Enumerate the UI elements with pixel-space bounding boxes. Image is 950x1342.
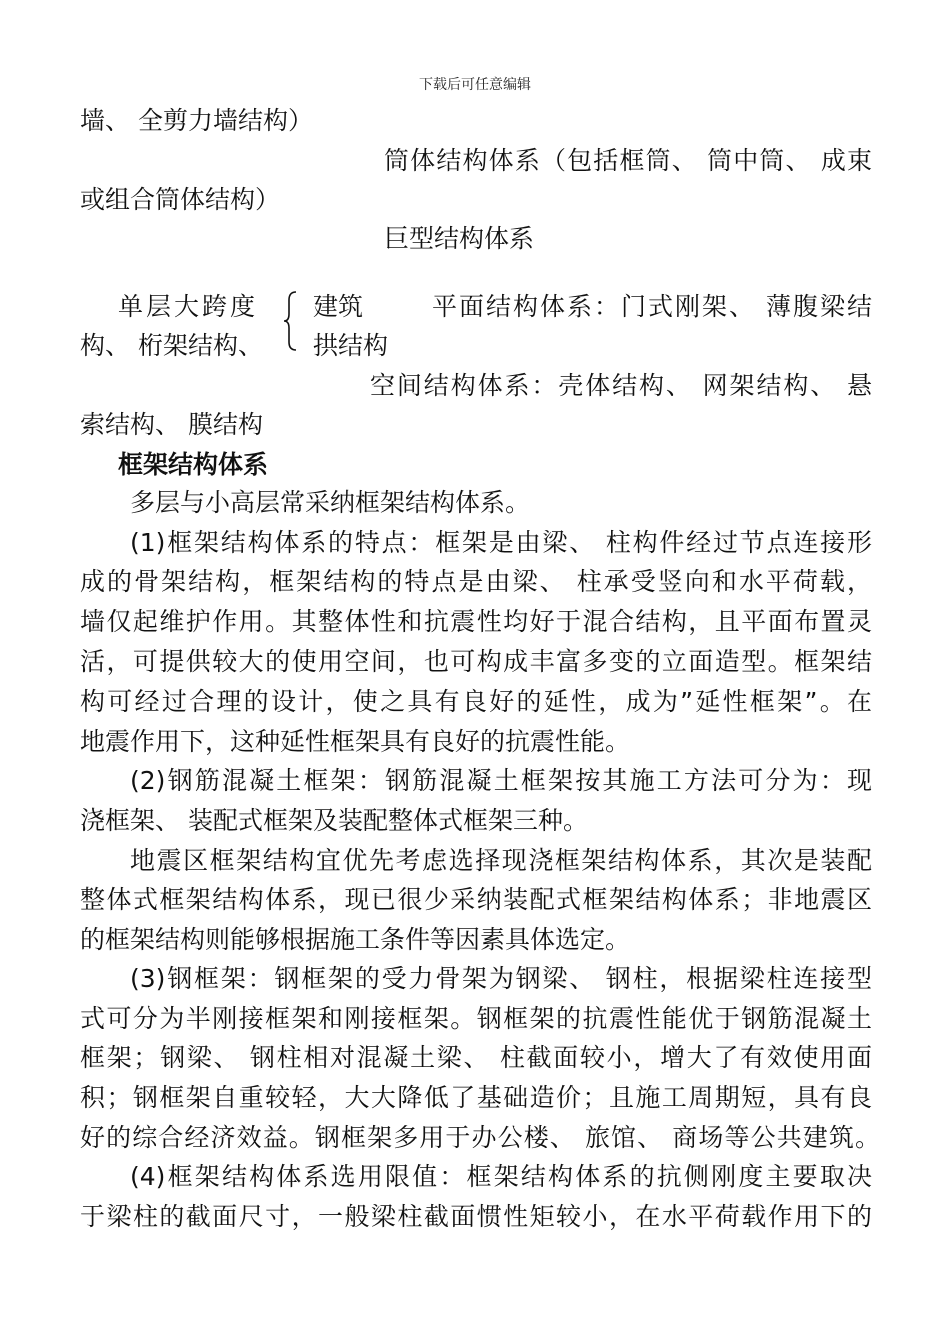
text-line: 活，可提供较大的使用空间，也可构成丰富多变的立面造型。框架结 bbox=[80, 647, 872, 676]
text-line: 筒体结构体系（包括框筒、 筒中筒、 成束 bbox=[384, 146, 872, 175]
text-line: 构、 桁架结构、 bbox=[80, 331, 263, 360]
text-line: (3)钢框架：钢框架的受力骨架为钢梁、 钢柱，根据梁柱连接型 bbox=[130, 964, 872, 993]
text-line: 成的骨架结构，框架结构的特点是由梁、 柱承受竖向和水平荷载， bbox=[80, 567, 872, 596]
text-line: 建筑 bbox=[313, 292, 364, 321]
text-line: 积；钢框架自重较轻，大大降低了基础造价；且施工周期短，具有良 bbox=[80, 1083, 872, 1112]
text-line: (2)钢筋混凝土框架：钢筋混凝土框架按其施工方法可分为：现 bbox=[130, 766, 872, 795]
section-heading: 框架结构体系 bbox=[118, 450, 269, 479]
text-line: 于梁柱的截面尺寸，一般梁柱截面惯性矩较小，在水平荷载作用下的 bbox=[80, 1202, 872, 1231]
text-line: 或组合筒体结构） bbox=[80, 185, 281, 214]
text-line: 好的综合经济效益。钢框架多用于办公楼、 旅馆、 商场等公共建筑。 bbox=[80, 1123, 880, 1152]
page-header: 下载后可任意编辑 bbox=[419, 77, 531, 93]
text-line: 索结构、 膜结构 bbox=[80, 410, 263, 439]
text-line: (1)框架结构体系的特点：框架是由梁、 柱构件经过节点连接形 bbox=[130, 528, 872, 557]
text-line: 墙仅起维护作用。其整体性和抗震性均好于混合结构，且平面布置灵 bbox=[80, 607, 872, 636]
text-line: (4)框架结构体系选用限值：框架结构体系的抗侧刚度主要取决 bbox=[130, 1162, 872, 1191]
text-line: 式可分为半刚接框架和刚接框架。钢框架的抗震性能优于钢筋混凝土 bbox=[80, 1004, 872, 1033]
text-line: 平面结构体系：门式刚架、 薄腹梁结 bbox=[432, 292, 872, 321]
text-line: 墙、 全剪力墙结构） bbox=[80, 106, 313, 135]
brace-symbol bbox=[282, 290, 300, 352]
text-line: 构可经过合理的设计，使之具有良好的延性，成为”延性框架”。在 bbox=[80, 687, 872, 716]
text-line: 空间结构体系：壳体结构、 网架结构、 悬 bbox=[370, 371, 872, 400]
text-line: 地震区框架结构宜优先考虑选择现浇框架结构体系，其次是装配 bbox=[130, 846, 872, 875]
text-line: 巨型结构体系 bbox=[384, 224, 535, 253]
text-line: 地震作用下，这种延性框架具有良好的抗震性能。 bbox=[80, 727, 631, 756]
text-line: 单层大跨度 bbox=[118, 292, 259, 321]
text-line: 整体式框架结构体系，现已很少采纳装配式框架结构体系；非地震区 bbox=[80, 885, 872, 914]
text-line: 多层与小高层常采纳框架结构体系。 bbox=[130, 488, 531, 517]
text-line: 框架；钢梁、 钢柱相对混凝土梁、 柱截面较小，增大了有效使用面 bbox=[80, 1043, 872, 1072]
text-line: 拱结构 bbox=[313, 331, 389, 360]
text-line: 的框架结构则能够根据施工条件等因素具体选定。 bbox=[80, 925, 631, 954]
text-line: 浇框架、 装配式框架及装配整体式框架三种。 bbox=[80, 806, 588, 835]
